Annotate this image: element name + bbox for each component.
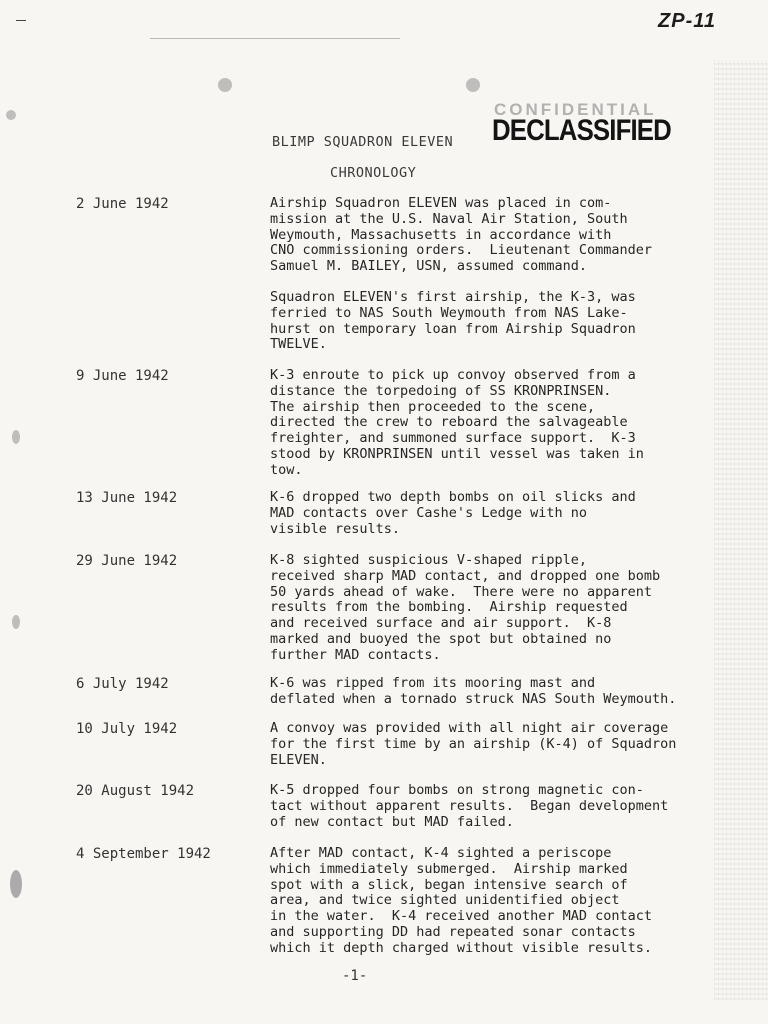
entry-date: 29 June 1942 (76, 553, 178, 569)
entry-text: K-8 sighted suspicious V-shaped ripple, received sharp MAD contact, and dropped one bomb 50 yards ahead of wake. There were no apparent results from the bombing. Airship requested and received surface and air support. K-8 marked and buoyed the spot but obtained no further MAD contacts. (270, 552, 661, 663)
scan-rule (150, 38, 400, 39)
document-title: BLIMP SQUADRON ELEVEN (272, 134, 454, 150)
entry-date: 10 July 1942 (76, 721, 178, 737)
entry-date: 20 August 1942 (76, 783, 195, 799)
scan-speck (12, 615, 20, 629)
entry-text: A convoy was provided with all night air coverage for the first time by an airship (K-4) of Squadron ELEVEN. (270, 720, 677, 768)
scan-speck (6, 110, 16, 120)
stamp-ghost-text: CONFIDENTIAL (494, 100, 657, 119)
scan-speck (12, 430, 20, 444)
entry-date: 4 September 1942 (76, 846, 211, 862)
scan-speck (466, 78, 480, 92)
entry-text: After MAD contact, K-4 sighted a periscope which immediately submerged. Airship marked spot with a slick, began intensive search of area, and twice sighted unidentified object in the water. K-4 received another MAD contact and supporting DD had repeated sonar contacts which it depth charged without visible results. (270, 845, 653, 956)
document-subtitle: CHRONOLOGY (330, 165, 417, 181)
entry-text: K-5 dropped four bombs on strong magnetic con- tact without apparent results. Began development of new contact but MAD failed. (270, 782, 669, 830)
scan-speck (218, 78, 232, 92)
entry-date: 13 June 1942 (76, 490, 178, 506)
scan-edge-texture (714, 60, 768, 1000)
entry-text: Airship Squadron ELEVEN was placed in com- mission at the U.S. Naval Air Station, South Weymouth, Massachusetts in accordance with CNO commissioning orders. Lieutenant Commander Samuel M. BAILEY, USN, assumed command. (270, 195, 653, 275)
entry-text: Squadron ELEVEN's first airship, the K-3, was ferried to NAS South Weymouth from NAS Lake- hurst on temporary loan from Airship Squadron TWELVE. (270, 289, 636, 353)
entry-text: K-3 enroute to pick up convoy observed from a distance the torpedoing of SS KRONPRINSEN. The airship then proceeded to the scene, directed the crew to reboard the salvageable freighter, and summoned surface support. K-3 stood by KRONPRINSEN until vessel was taken in tow. (270, 367, 644, 478)
entry-date: 6 July 1942 (76, 676, 169, 692)
entry-date: 2 June 1942 (76, 196, 169, 212)
document-id-mark: ZP-11 (658, 10, 716, 32)
stamp-main-text: DECLASSIFIED (492, 114, 671, 147)
entry-text: K-6 dropped two depth bombs on oil slicks and MAD contacts over Cashe's Ledge with no visible results. (270, 489, 636, 537)
page-number: -1- (342, 968, 368, 984)
scan-mark (16, 20, 26, 21)
entry-date: 9 June 1942 (76, 368, 169, 384)
scan-speck (10, 870, 22, 898)
entry-text: K-6 was ripped from its mooring mast and deflated when a tornado struck NAS South Weymouth. (270, 675, 677, 707)
